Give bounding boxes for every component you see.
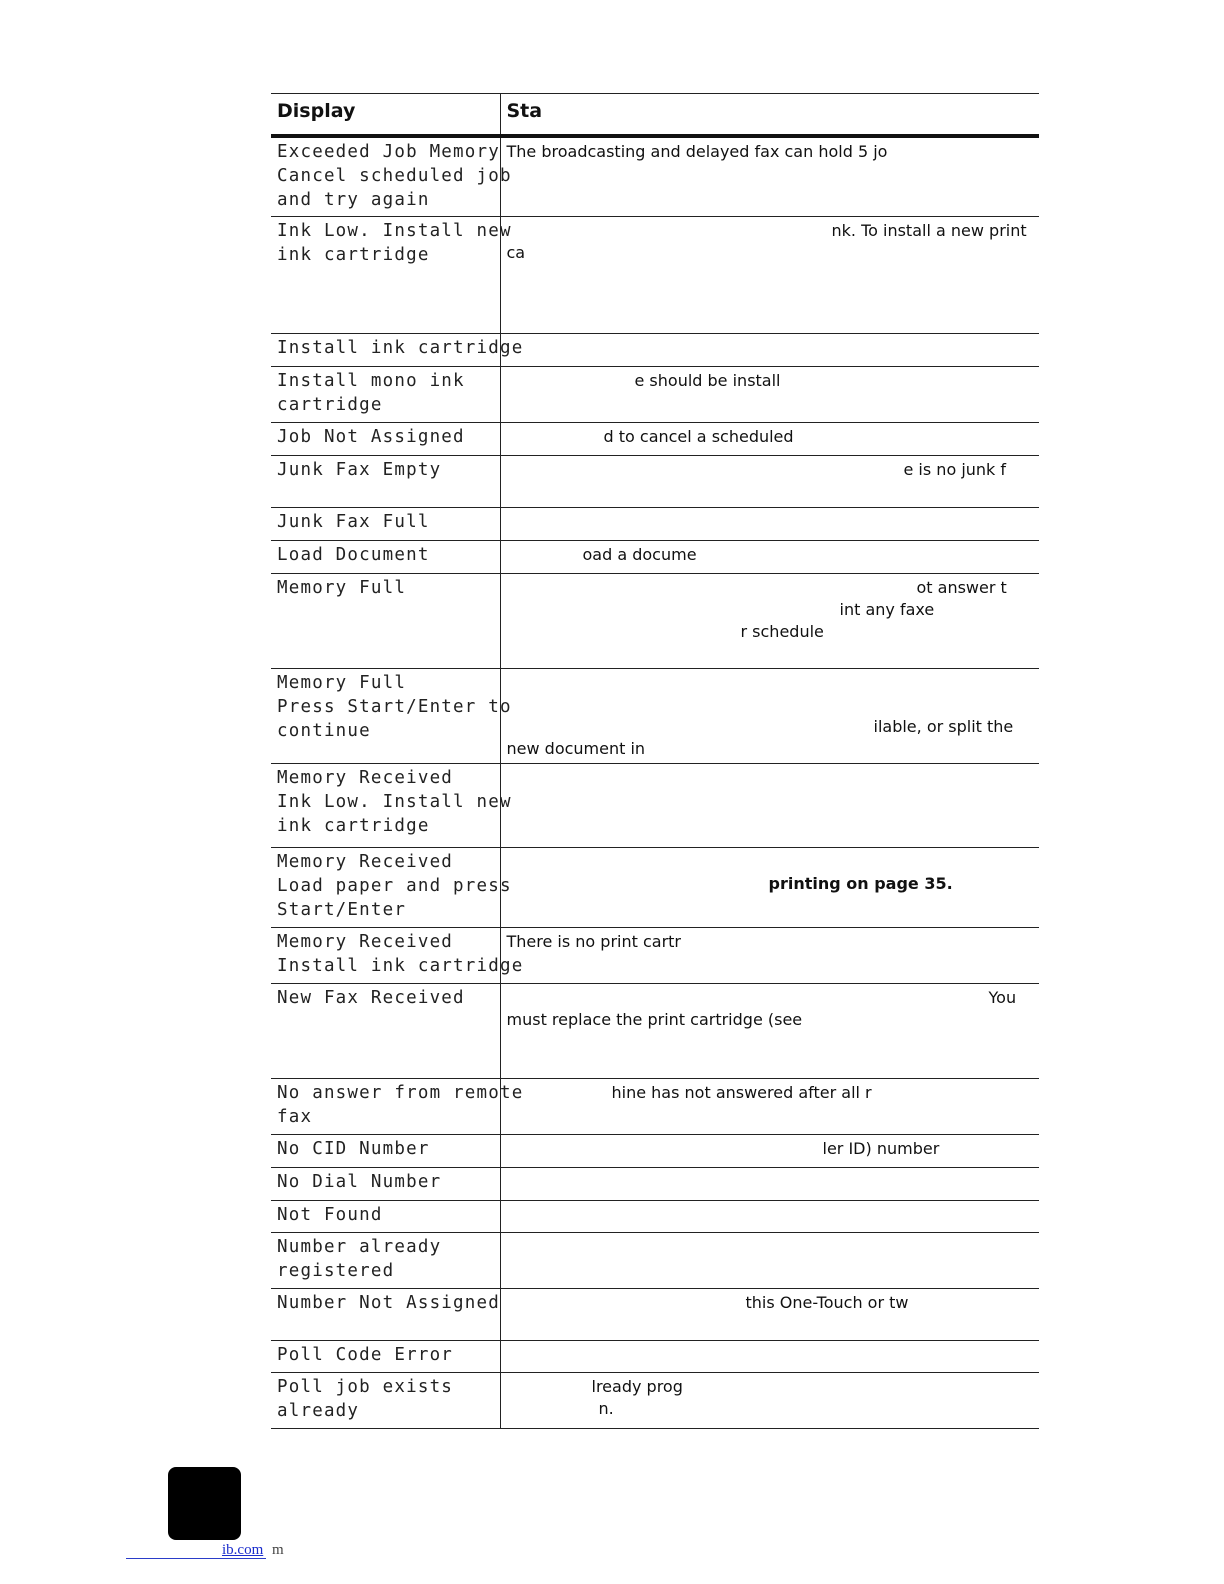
- column-header-display: Display: [271, 94, 500, 137]
- table-row: [271, 507, 1039, 540]
- display-message-line: Memory Received: [277, 931, 454, 952]
- column-header-status: Sta: [500, 94, 1039, 137]
- display-message-line: New Fax Received: [277, 987, 465, 1008]
- status-description-line: d to cancel a scheduled: [603, 426, 794, 446]
- display-message-line: Cancel scheduled job: [277, 166, 512, 186]
- table-row: [271, 1078, 1039, 1134]
- display-message-cell: [271, 847, 512, 927]
- status-description-line: n.: [598, 1398, 614, 1418]
- display-message-cell: [271, 507, 500, 540]
- table-row: [271, 668, 1039, 763]
- display-message-cell: [271, 333, 524, 366]
- display-message-line: Poll job exists: [277, 1376, 454, 1397]
- display-message-line: Ink Low. Install new: [277, 791, 512, 812]
- display-message-cell: [271, 540, 500, 573]
- display-message-line: Load Document: [277, 544, 430, 565]
- display-message-line: cartridge: [277, 394, 383, 415]
- display-message-cell: [271, 422, 500, 455]
- display-message-line: No answer from remote: [277, 1082, 524, 1103]
- status-description-line: int any faxe: [839, 599, 935, 619]
- display-message-cell: [271, 668, 512, 763]
- status-description-cell: [500, 983, 1039, 1078]
- display-message-line: continue: [277, 720, 371, 741]
- table-row: [271, 216, 1039, 333]
- status-description-line: ilable, or split the: [873, 716, 1014, 736]
- status-description-line: ca: [506, 242, 526, 262]
- display-message-line: ink cartridge: [277, 244, 430, 265]
- status-description-cell: [500, 540, 1039, 573]
- table-row: [271, 1200, 1039, 1232]
- display-message-line: Junk Fax Full: [277, 511, 430, 532]
- status-description-line: There is no print cartr: [506, 931, 682, 951]
- table-row: [271, 1372, 1039, 1428]
- display-message-line: Install mono ink: [277, 370, 465, 391]
- status-description-cell: [500, 1078, 1039, 1134]
- display-message-line: Start/Enter: [277, 899, 407, 920]
- status-description-cell: [500, 573, 1039, 668]
- status-description-cell: [500, 847, 1039, 927]
- status-description-cell: [500, 1200, 1039, 1232]
- display-message-cell: [271, 927, 524, 983]
- table-row: [271, 136, 1039, 216]
- display-message-cell: [271, 1372, 500, 1428]
- status-description-line: e should be install: [634, 370, 781, 390]
- status-description-cell: [500, 333, 1039, 366]
- status-description-cell: [500, 763, 1039, 847]
- table-row: [271, 573, 1039, 668]
- status-description-line: ler ID) number: [822, 1138, 940, 1158]
- table-row: [271, 1167, 1039, 1200]
- status-description-line: [507, 851, 1034, 873]
- status-description-cell: [500, 1134, 1039, 1167]
- display-message-cell: [271, 1134, 500, 1167]
- display-message-line: ink cartridge: [277, 815, 430, 836]
- display-message-line: Exceeded Job Memory: [277, 142, 500, 162]
- status-description-line: this One-Touch or tw: [745, 1292, 909, 1312]
- display-message-line: Install ink cartridge: [277, 337, 524, 358]
- display-message-line: Install ink cartridge: [277, 955, 524, 976]
- display-message-cell: [271, 455, 500, 507]
- display-message-cell: [271, 1232, 500, 1288]
- status-description-line: lready prog: [591, 1376, 683, 1396]
- status-description-cell: [500, 1167, 1039, 1200]
- status-description-line: printing on page 35.: [768, 873, 953, 893]
- display-message-line: and try again: [277, 190, 430, 210]
- table-row: [271, 847, 1039, 927]
- display-message-cell: [271, 366, 500, 422]
- status-description-cell: [500, 507, 1039, 540]
- status-description-cell: [500, 136, 1039, 216]
- table-row: [271, 366, 1039, 422]
- display-message-line: Memory Full: [277, 672, 407, 693]
- table-header-row: [271, 94, 1039, 137]
- status-description-cell: [500, 1288, 1039, 1340]
- page-number-badge: [168, 1467, 241, 1540]
- table-body: [271, 136, 1039, 1428]
- display-message-line: fax: [277, 1106, 313, 1127]
- display-message-cell: [271, 763, 512, 847]
- display-message-line: No Dial Number: [277, 1171, 442, 1192]
- status-message-table: [271, 93, 1039, 1429]
- status-description-cell: [500, 1372, 1039, 1428]
- status-description-cell: [500, 216, 1039, 333]
- status-description-line: r schedule: [740, 621, 824, 641]
- status-description-cell: [500, 366, 1039, 422]
- display-message-line: Number Not Assigned: [277, 1292, 500, 1313]
- display-message-line: Job Not Assigned: [277, 426, 465, 447]
- table-row: [271, 455, 1039, 507]
- status-description-line: [507, 694, 1034, 716]
- status-description-line: hine has not answered after all r: [611, 1082, 872, 1102]
- display-message-line: Junk Fax Empty: [277, 459, 442, 480]
- display-message-cell: [271, 1340, 500, 1372]
- display-message-cell: [271, 573, 500, 668]
- display-message-line: Memory Received: [277, 851, 454, 872]
- status-description-cell: [500, 1232, 1039, 1288]
- status-description-cell: [500, 668, 1039, 763]
- display-message-line: Memory Full: [277, 577, 407, 598]
- display-message-line: No CID Number: [277, 1138, 430, 1159]
- display-message-line: Ink Low. Install new: [277, 220, 512, 241]
- display-message-cell: [271, 216, 512, 333]
- display-message-line: Not Found: [277, 1204, 383, 1225]
- display-message-cell: [271, 983, 500, 1078]
- display-message-cell: [271, 1200, 500, 1232]
- display-message-cell: [271, 1288, 500, 1340]
- status-description-line: The broadcasting and delayed fax can hold 5 jo: [506, 142, 888, 161]
- table-row: [271, 927, 1039, 983]
- table-row: [271, 540, 1039, 573]
- display-message-line: already: [277, 1400, 360, 1421]
- status-description-cell: [500, 927, 1039, 983]
- status-description-line: You: [988, 987, 1017, 1007]
- display-message-cell: [271, 1167, 500, 1200]
- status-description-cell: [500, 1340, 1039, 1372]
- display-message-line: Poll Code Error: [277, 1344, 454, 1365]
- display-message-cell: [271, 1078, 524, 1134]
- display-message-line: Memory Received: [277, 767, 454, 788]
- status-description-line: ot answer t: [916, 577, 1007, 597]
- footer-link[interactable]: ib.com: [222, 1542, 264, 1558]
- status-description-line: e is no junk f: [903, 459, 1007, 479]
- status-description-line: oad a docume: [582, 544, 697, 564]
- status-description-line: [507, 672, 1034, 694]
- table-row: [271, 1288, 1039, 1340]
- status-description-cell: [500, 455, 1039, 507]
- status-description-cell: [500, 422, 1039, 455]
- table-row: [271, 763, 1039, 847]
- status-description-line: nk. To install a new print: [831, 220, 1027, 240]
- display-message-cell: [271, 136, 512, 216]
- display-message-line: registered: [277, 1260, 395, 1281]
- display-message-line: Load paper and press: [277, 875, 512, 896]
- status-description-line: must replace the print cartridge (see: [506, 1009, 803, 1029]
- table-row: [271, 1340, 1039, 1372]
- table-row: [271, 983, 1039, 1078]
- display-message-line: Number already: [277, 1236, 442, 1257]
- table-row: [271, 422, 1039, 455]
- status-description-line: new document in: [506, 738, 646, 758]
- table-row: [271, 1232, 1039, 1288]
- table-row: [271, 1134, 1039, 1167]
- table-row: [271, 333, 1039, 366]
- display-message-line: Press Start/Enter to: [277, 696, 512, 717]
- footer-text: m: [272, 1542, 284, 1558]
